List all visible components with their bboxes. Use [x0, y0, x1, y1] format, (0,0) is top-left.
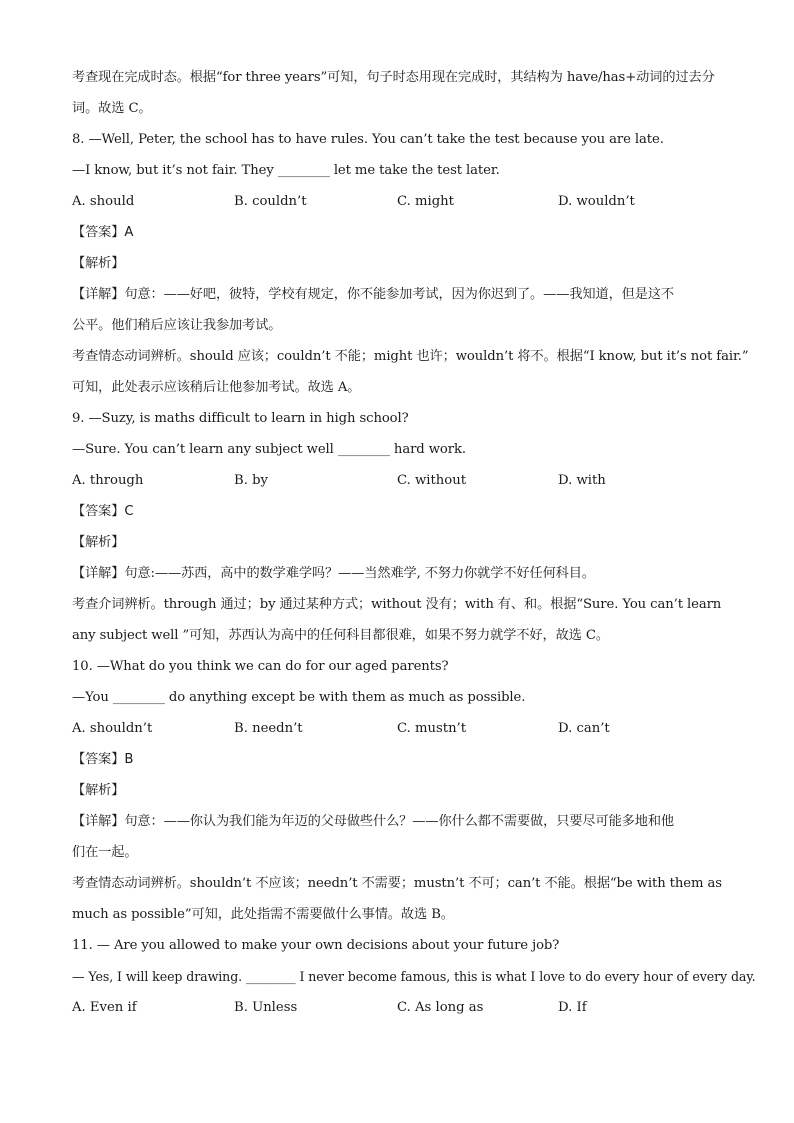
- answer-label: 【答案】A: [72, 225, 134, 240]
- option-a: A. Even if: [72, 1000, 137, 1015]
- question-9-options: [72, 465, 722, 496]
- explanation-line: much as possible”可知，此处指需不需要做什么事情。故选 B。: [72, 907, 454, 922]
- question-9-stem: 9. —Suzy, is maths difficult to learn in high school?: [72, 411, 409, 426]
- question-10-options: [72, 713, 722, 744]
- detail-line: 【详解】句意:——苏西，高中的数学难学吗？——当然难学, 不努力你就学不好任何科目。: [72, 566, 595, 581]
- question-10-stem: —You ________ do anything except be with them as much as possible.: [72, 690, 526, 705]
- question-10-stem: 10. —What do you think we can do for our aged parents?: [72, 659, 449, 674]
- option-c: C. mustn’t: [397, 721, 467, 736]
- option-a: A. should: [72, 194, 135, 209]
- question-11-options: [72, 992, 722, 1023]
- answer-label: 【答案】C: [72, 504, 134, 519]
- question-8-options: [72, 186, 722, 217]
- option-d: D. with: [558, 473, 606, 488]
- answer-label: 【答案】B: [72, 752, 134, 767]
- detail-line: 【详解】句意：——你认为我们能为年迈的父母做些什么？——你什么都不需要做，只要尽可能多地和他: [72, 814, 675, 829]
- option-b: B. Unless: [234, 1000, 298, 1015]
- option-d: D. can’t: [558, 721, 610, 736]
- detail-line: 们在一起。: [72, 845, 138, 860]
- option-b: B. needn’t: [234, 721, 303, 736]
- question-11-stem: — Yes, I will keep drawing. ________ I never become famous, this is what I love to do every hour of every day.: [72, 969, 756, 984]
- option-c: C. might: [397, 194, 454, 209]
- question-8-stem: 8. —Well, Peter, the school has to have rules. You can’t take the test because you are late.: [72, 132, 664, 147]
- explanation-line: 考查现在完成时态。根据“for three years”可知，句子时态用现在完成时，其结构为 have/has+动词的过去分: [72, 70, 715, 85]
- detail-line: 【详解】句意：——好吧，彼特，学校有规定，你不能参加考试，因为你迟到了。——我知道，但是这不: [72, 287, 675, 302]
- document-page: [72, 62, 756, 1023]
- option-a: A. through: [72, 473, 144, 488]
- option-b: B. couldn’t: [234, 194, 307, 209]
- question-11-stem: 11. — Are you allowed to make your own decisions about your future job?: [72, 938, 560, 953]
- analysis-label: 【解析】: [72, 256, 125, 271]
- analysis-label: 【解析】: [72, 783, 125, 798]
- analysis-label: 【解析】: [72, 535, 125, 550]
- explanation-line: any subject well ”可知，苏西认为高中的任何科目都很难，如果不努力就学不好，故选 C。: [72, 628, 609, 643]
- explanation-line: 词。故选 C。: [72, 101, 152, 116]
- question-9-stem: —Sure. You can’t learn any subject well ________ hard work.: [72, 442, 466, 457]
- option-b: B. by: [234, 473, 268, 488]
- explanation-line: 考查情态动词辨析。shouldn’t 不应该；needn’t 不需要；mustn’t 不可；can’t 不能。根据“be with them as: [72, 876, 722, 891]
- option-a: A. shouldn’t: [72, 721, 153, 736]
- option-d: D. If: [558, 1000, 587, 1015]
- detail-line: 公平。他们稍后应该让我参加考试。: [72, 318, 282, 333]
- question-8-stem: —I know, but it’s not fair. They ________ let me take the test later.: [72, 163, 500, 178]
- option-c: C. without: [397, 473, 467, 488]
- option-d: D. wouldn’t: [558, 194, 635, 209]
- option-c: C. As long as: [397, 1000, 484, 1015]
- explanation-line: 考查介词辨析。through 通过；by 通过某种方式；without 没有；with 有、和。根据“Sure. You can’t learn: [72, 597, 722, 612]
- explanation-line: 考查情态动词辨析。should 应该；couldn’t 不能；might 也许；wouldn’t 将不。根据“I know, but it’s not fair.”: [72, 349, 749, 364]
- explanation-line: 可知，此处表示应该稍后让他参加考试。故选 A。: [72, 380, 361, 395]
